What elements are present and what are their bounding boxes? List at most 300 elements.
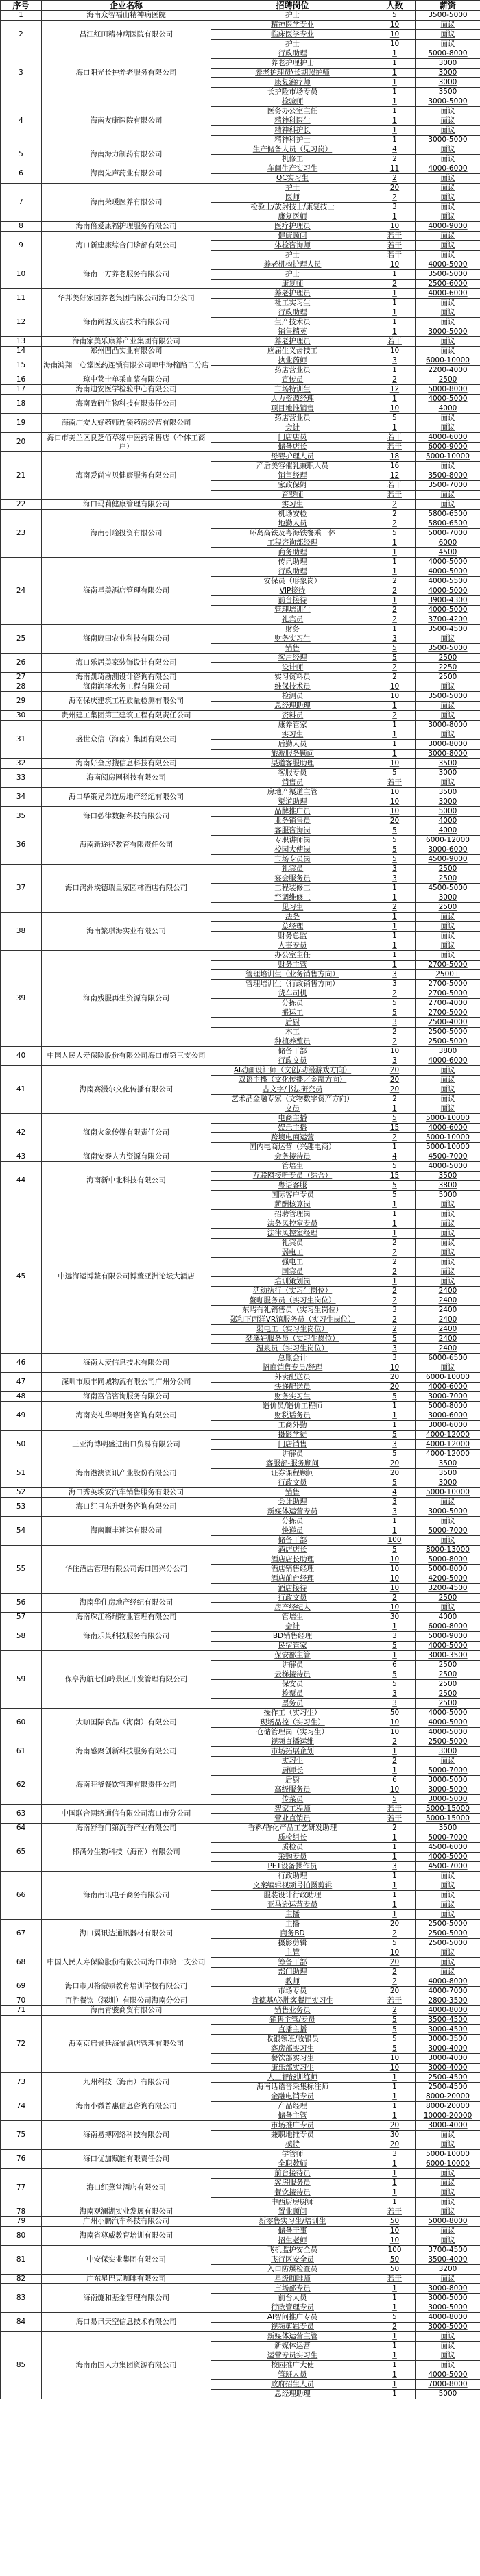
job-count: 1 [374, 1517, 416, 1526]
company-name: 海口新建康综合门诊部有限公司 [42, 232, 211, 260]
job-count: 5 [374, 654, 416, 663]
job-position: 造价员/造价工程师 [211, 1402, 374, 1411]
job-position: 置业顾问 [211, 2207, 374, 2217]
job-count: 10 [374, 40, 416, 49]
table-row [1, 1517, 480, 1526]
row-number: 11 [1, 289, 42, 308]
job-position: 东屿有礼销售员（实习生岗位） [211, 1306, 374, 1315]
company-name: 海南珠江格瑞物业管理有限公司 [42, 1613, 211, 1622]
job-salary: 4000-6000 [416, 164, 480, 174]
company-name: 海南赛漫尔文化传播有限公司 [42, 1066, 211, 1114]
table-row [1, 2016, 480, 2025]
job-count: 20 [374, 1383, 416, 1392]
job-salary: 4000-5000 [416, 567, 480, 577]
job-position: 培训策划岗 [211, 1277, 374, 1287]
row-number: 25 [1, 625, 42, 654]
job-salary: 面议 [416, 1277, 480, 1287]
row-number: 12 [1, 308, 42, 337]
job-salary: 面议 [416, 174, 480, 184]
job-position: 酒店接待 [211, 1584, 374, 1594]
job-position: 商务助理 [211, 548, 374, 558]
job-salary: 5800-6500 [416, 519, 480, 529]
job-salary: 面议 [416, 711, 480, 721]
table-row [1, 1200, 480, 1210]
job-position: 销售 [211, 1488, 374, 1498]
job-count: 1 [374, 1622, 416, 1632]
job-salary: 面议 [416, 2332, 480, 2342]
job-count: 5 [374, 1795, 416, 1805]
job-count: 5 [374, 1670, 416, 1680]
company-name: 海南南国人力集团资源有限公司 [42, 2332, 211, 2399]
job-salary: 5000-9000 [416, 1632, 480, 1642]
job-position: 国宾员 [211, 1267, 374, 1277]
job-position: 行政助理 [211, 1872, 374, 1881]
job-salary: 2700-4000 [416, 999, 480, 1008]
job-position: 服装设计行政助理 [211, 1891, 374, 1900]
job-salary: 5800-6500 [416, 510, 480, 519]
job-count: 5 [374, 1478, 416, 1488]
job-count: 5 [374, 999, 416, 1008]
job-salary: 6000-6500 [416, 1354, 480, 1363]
job-count: 5 [374, 2313, 416, 2323]
job-salary: 面议 [416, 2342, 480, 2351]
table-row [1, 558, 480, 567]
job-salary: 5000-10000 [416, 1488, 480, 1498]
job-count: 1 [374, 116, 416, 126]
job-position: 护士 [211, 270, 374, 280]
job-salary: 3200-4500 [416, 1584, 480, 1594]
job-salary: 面议 [416, 1258, 480, 1267]
company-name: 中安保实业集团有限公司 [42, 2246, 211, 2275]
job-position: 实习生 [211, 730, 374, 740]
job-salary: 6000-10000 [416, 1373, 480, 1383]
job-salary: 面议 [416, 1219, 480, 1229]
job-position: 育婴师 [211, 491, 374, 500]
table-row [1, 375, 480, 385]
row-number: 35 [1, 807, 42, 826]
job-position: 客服专员 [211, 769, 374, 778]
job-count: 1 [374, 327, 416, 337]
job-count: 3 [374, 203, 416, 212]
job-salary: 4500-6000 [416, 1843, 480, 1853]
job-count: 10 [374, 682, 416, 692]
job-salary: 4000-12000 [416, 1440, 480, 1450]
job-position: 护士 [211, 40, 374, 49]
row-number: 41 [1, 1066, 42, 1114]
job-count: 1 [374, 2342, 416, 2351]
job-position: 新媒体运营 [211, 2342, 374, 2351]
job-count: 5 [374, 1450, 416, 1459]
company-name: 保亭海航七仙岭景区开发管理有限公司 [42, 1651, 211, 1709]
job-count: 2 [374, 663, 416, 673]
job-count: 10 [374, 347, 416, 356]
job-salary: 2500-5000 [416, 1737, 480, 1747]
table-row [1, 500, 480, 510]
job-count: 1 [374, 625, 416, 634]
job-salary: 2500 [416, 874, 480, 884]
job-position: 会计助理 [211, 1498, 374, 1507]
job-count: 18 [374, 452, 416, 462]
job-position: 传讯助理 [211, 558, 374, 567]
job-position: 快递配送员 [211, 1383, 374, 1392]
job-position: 摄影学徒 [211, 1431, 374, 1440]
job-salary: 面议 [416, 730, 480, 740]
job-salary: 10000-20000 [416, 2111, 480, 2121]
job-count: 20 [374, 817, 416, 826]
job-salary: 2400 [416, 1287, 480, 1296]
job-salary: 3500-4500 [416, 2016, 480, 2025]
row-number: 76 [1, 2150, 42, 2169]
job-count: 1 [374, 395, 416, 404]
job-count: 5 [374, 644, 416, 654]
table-row [1, 184, 480, 193]
job-salary: 面议 [416, 1536, 480, 1546]
job-salary: 3800 [416, 1181, 480, 1191]
table-row [1, 721, 480, 730]
row-number: 47 [1, 1373, 42, 1392]
job-salary: 面议 [416, 30, 480, 40]
job-position: 环岛高铁及粤海铁餐乘一体 [211, 529, 374, 538]
job-position: 礼宾员 [211, 865, 374, 874]
job-position: 人事专员 [211, 941, 374, 951]
job-salary: 6000-10000 [416, 356, 480, 366]
job-position: 管理培训生（行政销售方向） [211, 980, 374, 989]
company-name: 海南易搏网络科技有限公司 [42, 2121, 211, 2150]
job-count: 100 [374, 2246, 416, 2255]
job-count: 1 [374, 2332, 416, 2342]
job-count: 6 [374, 1776, 416, 1785]
job-count: 3 [374, 1354, 416, 1363]
job-salary: 2400 [416, 1325, 480, 1335]
job-position: 运营专员实习生 [211, 2351, 374, 2361]
table-row [1, 1162, 480, 1172]
job-count: 5 [374, 836, 416, 845]
company-name: 中远海运博鳌有限公司博鳌亚洲论坛大酒店 [42, 1200, 211, 1354]
company-name: 海南新中北科技有限公司 [42, 1162, 211, 1200]
job-salary: 面议 [416, 1498, 480, 1507]
job-count: 3 [374, 865, 416, 874]
job-count: 20 [374, 1920, 416, 1929]
job-salary: 面议 [416, 1085, 480, 1095]
table-row [1, 2332, 480, 2342]
row-number: 58 [1, 1622, 42, 1651]
job-count: 20 [374, 1987, 416, 1996]
job-count: 1 [374, 1843, 416, 1853]
job-salary: 面议 [416, 2236, 480, 2246]
job-position: 质检员 [211, 1843, 374, 1853]
job-salary: 5000-7000 [416, 529, 480, 538]
job-salary: 面议 [416, 913, 480, 922]
company-name: 海南繁琪海实业有限公司 [42, 913, 211, 951]
table-row [1, 1737, 480, 1747]
job-salary: 3000 [416, 78, 480, 88]
job-count: 5 [374, 2016, 416, 2025]
row-number: 29 [1, 692, 42, 711]
job-count: 1 [374, 1200, 416, 1210]
job-count: 10 [374, 1948, 416, 1958]
job-salary: 5000-10000 [416, 2150, 480, 2159]
job-count: 3 [374, 1344, 416, 1354]
company-name: 海南海力制药有限公司 [42, 145, 211, 164]
job-count: 10 [374, 797, 416, 807]
table-row [1, 625, 480, 634]
job-position: 弱电工 [211, 1248, 374, 1258]
job-salary: 3500 [416, 1172, 480, 1181]
table-row [1, 1152, 480, 1162]
job-count: 1 [374, 1411, 416, 1421]
company-name: 三亚海博明盛进出口贸易有限公司 [42, 1431, 211, 1459]
row-number: 48 [1, 1392, 42, 1402]
job-salary: 3000-6000 [416, 1411, 480, 1421]
job-salary: 5000-10000 [416, 1114, 480, 1124]
job-count: 4 [374, 1152, 416, 1162]
job-count: 4 [374, 145, 416, 155]
job-salary: 面议 [416, 932, 480, 941]
job-salary: 3200 [416, 2265, 480, 2275]
company-name: 华邦美好家园养老集团有限公司海口分公司 [42, 289, 211, 308]
job-count: 1 [374, 49, 416, 59]
job-count: 若干 [374, 491, 416, 500]
job-count: 10 [374, 788, 416, 797]
job-position: 搬运工 [211, 1008, 374, 1018]
job-salary: 3000-5000 [416, 1507, 480, 1517]
header-number: 序号 [1, 1, 42, 11]
job-count: 5 [374, 1392, 416, 1402]
job-salary: 2200-4000 [416, 366, 480, 375]
job-salary: 3000-5000 [416, 1785, 480, 1795]
job-position: 证券课程顾问 [211, 1469, 374, 1478]
job-count: 1 [374, 2188, 416, 2198]
job-salary: 5000-10000 [416, 1143, 480, 1152]
job-count: 3 [374, 634, 416, 644]
job-count: 4 [374, 1488, 416, 1498]
job-position: 模特 [211, 2140, 374, 2150]
row-number: 9 [1, 232, 42, 260]
job-salary: 2250 [416, 663, 480, 673]
company-name: 海口弘律数据科技有限公司 [42, 807, 211, 826]
job-position: 高级服务员 [211, 1785, 374, 1795]
job-position: 检票员 [211, 1689, 374, 1699]
job-position: 互联网接听专员（综合） [211, 1172, 374, 1181]
job-salary: 3500 [416, 88, 480, 97]
job-position: 薪酬核算岗 [211, 1200, 374, 1210]
row-number: 79 [1, 2217, 42, 2227]
job-position: 门店销售 [211, 1440, 374, 1450]
job-count: 若干 [374, 1996, 416, 2006]
table-row [1, 1948, 480, 1958]
company-name: 海口鸿洲埃德瑞皇家园林酒店有限公司 [42, 865, 211, 913]
job-position: 储备干部 [211, 1047, 374, 1056]
job-count: 1 [374, 423, 416, 433]
table-row [1, 260, 480, 270]
job-position: 工程装修工 [211, 884, 374, 893]
job-position: 外卖配送员 [211, 1373, 374, 1383]
job-salary: 3500-7000 [416, 481, 480, 491]
job-count: 1 [374, 538, 416, 548]
job-count: 1 [374, 2159, 416, 2169]
row-number: 4 [1, 97, 42, 145]
job-position: 客户经理 [211, 654, 374, 663]
job-position: 视频直播运维 [211, 1737, 374, 1747]
job-salary: 5000-8000 [416, 1402, 480, 1411]
job-salary: 4500-7000 [416, 1862, 480, 1872]
job-salary: 5000 [416, 2390, 480, 2399]
job-salary: 3000-4000 [416, 2044, 480, 2054]
job-count: 2 [374, 1594, 416, 1603]
job-salary: 5000-7000 [416, 1833, 480, 1843]
job-salary: 2700-5000 [416, 1008, 480, 1018]
job-salary: 面议 [416, 1872, 480, 1881]
job-position: 酒店前台经理 [211, 1574, 374, 1584]
job-salary: 2700-5000 [416, 980, 480, 989]
job-position: 民宿管家 [211, 1642, 374, 1651]
job-salary: 2500 [416, 1680, 480, 1689]
job-position: 市场专员 [211, 1987, 374, 1996]
company-name: 海南保庆建筑工程质量检测有限公司 [42, 692, 211, 711]
job-salary: 面议 [416, 318, 480, 327]
row-number: 22 [1, 500, 42, 510]
job-salary: 3500-4500 [416, 625, 480, 634]
job-position: 实习资料员 [211, 673, 374, 682]
job-count: 2 [374, 1737, 416, 1747]
job-count: 若干 [374, 481, 416, 491]
job-salary: 4000 [416, 826, 480, 836]
table-row [1, 1488, 480, 1498]
job-count: 1 [374, 922, 416, 932]
job-count: 50 [374, 1709, 416, 1718]
job-salary: 4000 [416, 404, 480, 414]
job-salary: 2500 [416, 654, 480, 663]
row-number: 24 [1, 558, 42, 625]
job-salary: 面议 [416, 1076, 480, 1085]
job-position: 餐饮接待员 [211, 2188, 374, 2198]
job-salary: 4000-12000 [416, 1450, 480, 1459]
table-row [1, 1459, 480, 1469]
job-salary: 2500 [416, 673, 480, 682]
job-salary: 3000-8000 [416, 2284, 480, 2294]
job-count: 3 [374, 1440, 416, 1450]
row-number: 72 [1, 2016, 42, 2073]
job-salary: 3000-3500 [416, 2035, 480, 2044]
job-salary: 面议 [416, 2188, 480, 2198]
company-name: 海口红燕堂酒店有限公司 [42, 2169, 211, 2207]
job-count: 1 [374, 308, 416, 318]
table-row [1, 356, 480, 366]
job-count: 10 [374, 2227, 416, 2236]
row-number: 3 [1, 49, 42, 97]
job-salary: 面议 [416, 251, 480, 260]
table-row [1, 510, 480, 519]
job-salary: 5000-7000 [416, 1766, 480, 1776]
row-number: 62 [1, 1766, 42, 1805]
company-name: 海南倍爱康福护理服务有限公司 [42, 222, 211, 232]
table-row [1, 711, 480, 721]
job-position: 会计 [211, 423, 374, 433]
job-salary: 面议 [416, 2131, 480, 2140]
company-name: 海南安泰人力资源有限公司 [42, 1152, 211, 1162]
job-salary: 3000-5000 [416, 2323, 480, 2332]
job-count: 1 [374, 2198, 416, 2207]
job-count: 20 [374, 1085, 416, 1095]
job-position: 入口防爆检查员 [211, 2265, 374, 2275]
job-position: 人工智能训练师 [211, 2073, 374, 2083]
job-count: 3 [374, 1507, 416, 1517]
company-name: 海口翼讯达通讯器材有限公司 [42, 1920, 211, 1948]
table-row [1, 11, 480, 21]
job-position: 行政助理 [211, 49, 374, 59]
job-count: 15 [374, 1124, 416, 1133]
job-count: 2 [374, 280, 416, 289]
job-salary: 4000-8000 [416, 2006, 480, 2016]
job-count: 10 [374, 30, 416, 40]
job-position: 管培生 [211, 1162, 374, 1172]
job-count: 1 [374, 2370, 416, 2380]
job-position: 家政保姆 [211, 481, 374, 491]
job-position: 招聘管理岗 [211, 1210, 374, 1219]
job-count: 1 [374, 2179, 416, 2188]
table-row [1, 1709, 480, 1718]
job-position: 学管师 [211, 2150, 374, 2159]
job-position: 快递员 [211, 1526, 374, 1536]
job-salary: 4000-6000 [416, 289, 480, 299]
table-row [1, 164, 480, 174]
job-position: 总经理助理 [211, 702, 374, 711]
job-position: 精神医学专业 [211, 21, 374, 30]
job-position: BD销售经理 [211, 1632, 374, 1642]
job-count: 5 [374, 826, 416, 836]
job-position: 维保技术员 [211, 682, 374, 692]
job-count: 30 [374, 1613, 416, 1622]
job-position: 销售员 [211, 778, 374, 788]
job-salary: 面议 [416, 107, 480, 116]
job-salary: 2500 [416, 375, 480, 385]
table-row [1, 807, 480, 817]
job-count: 11 [374, 164, 416, 174]
job-position: 市场部专员 [211, 2284, 374, 2294]
job-count: 2 [374, 375, 416, 385]
job-count: 1 [374, 730, 416, 740]
job-position: 销售主管/专员 [211, 2016, 374, 2025]
table-row [1, 2313, 480, 2323]
job-salary: 面议 [416, 212, 480, 222]
job-position: 项目地推销售 [211, 404, 374, 414]
job-position: 执业药师 [211, 356, 374, 366]
table-row [1, 1066, 480, 1076]
row-number: 38 [1, 913, 42, 951]
job-salary: 4000-9000 [416, 222, 480, 232]
job-salary: 面议 [416, 2169, 480, 2179]
job-salary: 3000-3500 [416, 1651, 480, 1661]
job-count: 2 [374, 615, 416, 625]
job-count: 2 [374, 174, 416, 184]
job-count: 1 [374, 1891, 416, 1900]
table-row [1, 337, 480, 347]
job-salary: 4000-5000 [416, 1709, 480, 1718]
table-row [1, 1977, 480, 1987]
row-number: 23 [1, 510, 42, 558]
job-position: 医师 [211, 193, 374, 203]
job-position: 房产经纪人 [211, 1603, 374, 1613]
job-position: 营业直销员 [211, 1814, 374, 1824]
job-count: 3 [374, 1689, 416, 1699]
job-position: 传菜员 [211, 1795, 374, 1805]
table-row [1, 1373, 480, 1383]
company-name: 海南引瑜投资有限公司 [42, 510, 211, 558]
job-position: 储备干部 [211, 1536, 374, 1546]
job-count: 10 [374, 21, 416, 30]
job-salary: 2500 [416, 903, 480, 913]
table-row [1, 1872, 480, 1881]
